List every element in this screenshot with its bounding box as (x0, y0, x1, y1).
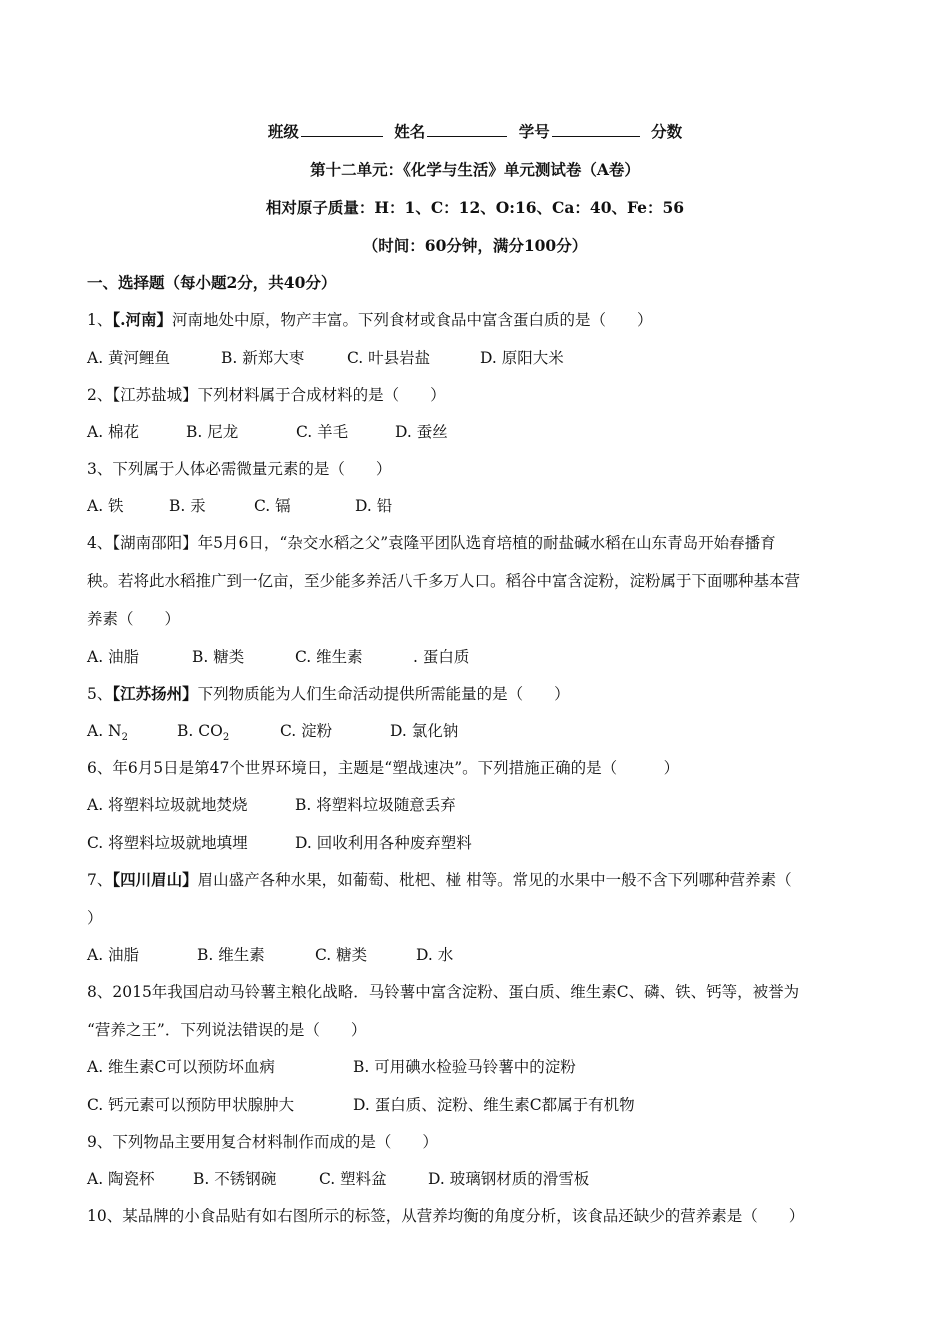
option-b[interactable]: B. 将塑料垃圾随意丢弃 (295, 796, 456, 814)
question-8-line-2: “营养之王”．下列说法错误的是（ ） (87, 1021, 367, 1039)
option-d[interactable]: D. 氯化钠 (390, 722, 459, 740)
question-4-line-2: 秧。若将此水稻推广到一亿亩，至少能多养活八千多万人口。稻谷中富含淀粉，淀粉属于下面哪种基本营 (87, 572, 801, 590)
option-c[interactable]: C. 糖类 (315, 946, 368, 964)
question-4-line-1: 4、【湖南邵阳】年5月6日，“杂交水稻之父”袁隆平团队选育培植的耐盐碱水稻在山东青岛开始春播育 (87, 534, 776, 552)
option-d[interactable]: D. 蚕丝 (395, 423, 448, 441)
question-7-line-2: ） (87, 909, 103, 927)
question-6: 6、年6月5日是第47个世界环境日，主题是“塑战速决”。下列措施正确的是（ ） (87, 759, 680, 777)
option-c[interactable]: C. 塑料盆 (319, 1170, 387, 1188)
question-6-options-row-2 (87, 831, 472, 853)
question-9: 9、下列物品主要用复合材料制作而成的是（ ） (87, 1133, 438, 1151)
question-number: 1、 (87, 311, 113, 329)
question-4-line-3: 养素（ ） (87, 610, 181, 628)
question-7-options (87, 943, 453, 965)
name-label: 姓名 (394, 122, 426, 141)
exam-title: 第十二单元：《化学与生活》单元测试卷（A卷） (310, 160, 640, 179)
option-a[interactable]: A. 油脂 (87, 648, 140, 666)
atomic-mass-line: 相对原子质量：H：1、C：12、O:16、Ca：40、Fe：56 (265, 198, 685, 217)
option-c[interactable]: C. 淀粉 (280, 722, 333, 740)
question-3: 3、下列属于人体必需微量元素的是（ ） (87, 460, 392, 478)
question-4-options (87, 645, 469, 667)
option-b[interactable]: B. 糖类 (192, 648, 245, 666)
question-number: 5、 (87, 685, 113, 703)
question-text: 下列物质能为人们生命活动提供所需能量的是（ ） (197, 685, 570, 703)
question-3-options (87, 494, 392, 516)
question-6-options-row-1 (87, 793, 456, 815)
option-c[interactable]: C. 叶县岩盐 (347, 349, 431, 367)
option-d[interactable]: D. 铅 (355, 497, 393, 515)
question-text: 【江苏盐城】下列材料属于合成材料的是（ ） (112, 386, 446, 404)
option-a[interactable]: A. 铁 (87, 497, 124, 515)
question-2 (87, 383, 446, 405)
question-number: 7、 (87, 871, 113, 889)
question-7 (87, 868, 792, 890)
option-a[interactable]: A. 陶瓷杯 (87, 1170, 155, 1188)
question-8-options-row-2 (87, 1093, 635, 1115)
subscript: 2 (222, 732, 230, 744)
option-b[interactable]: B. 不锈钢碗 (193, 1170, 277, 1188)
option-d[interactable]: . 蛋白质 (413, 648, 470, 666)
question-text: 眉山盛产各种水果，如葡萄、枇杷、椪 柑等。常见的水果中一般不含下列哪种营养素（ (197, 871, 792, 889)
option-a[interactable]: A. 将塑料垃圾就地焚烧 (87, 796, 248, 814)
option-d[interactable]: D. 玻璃钢材质的滑雪板 (428, 1170, 590, 1188)
question-1 (87, 308, 653, 330)
option-a[interactable]: A. 黄河鲤鱼 (87, 349, 171, 367)
option-b[interactable]: B. 汞 (169, 497, 206, 515)
option-b[interactable]: B. 新郑大枣 (221, 349, 305, 367)
question-1-options (87, 346, 564, 368)
question-8-options-row-1 (87, 1055, 576, 1077)
option-d[interactable]: D. 回收利用各种废弃塑料 (295, 834, 472, 852)
option-a-text: A. N (87, 722, 122, 740)
option-a[interactable] (87, 722, 177, 743)
question-9-options (87, 1167, 589, 1189)
question-5-options (87, 719, 458, 743)
option-d[interactable]: D. 蛋白质、淀粉、维生素C都属于有机物 (353, 1096, 635, 1114)
option-d[interactable]: D. 原阳大米 (480, 349, 564, 367)
option-b-text: B. CO (177, 722, 223, 740)
option-c[interactable]: C. 维生素 (295, 648, 363, 666)
option-b[interactable]: B. 维生素 (197, 946, 265, 964)
option-c[interactable]: C. 羊毛 (296, 423, 349, 441)
question-10: 10、某品牌的小食品贴有如右图所示的标签，从营养均衡的角度分析，该食品还缺少的营养素是（ ） (87, 1207, 805, 1225)
section-title: 一、选择题（每小题2分，共40分） (87, 273, 337, 292)
question-number: 2、 (87, 386, 113, 404)
class-blank[interactable] (301, 121, 383, 137)
question-source: 【江苏扬州】 (112, 684, 198, 703)
option-c[interactable]: C. 镉 (254, 497, 291, 515)
question-8-line-1: 8、2015年我国启动马铃薯主粮化战略．马铃薯中富含淀粉、蛋白质、维生素C、磷、铁、钙等，被誉为 (87, 983, 800, 1001)
option-a[interactable]: A. 油脂 (87, 946, 140, 964)
score-label: 分数 (651, 122, 683, 141)
number-label: 学号 (518, 122, 550, 141)
question-source: 【四川眉山】 (112, 870, 198, 889)
option-a[interactable]: A. 维生素C可以预防坏血病 (87, 1058, 275, 1076)
subscript: 2 (121, 732, 128, 744)
question-2-options (87, 420, 448, 442)
question-source: 【.河南】 (112, 310, 173, 329)
option-c[interactable]: C. 将塑料垃圾就地填埋 (87, 834, 248, 852)
option-b[interactable]: B. 尼龙 (186, 423, 239, 441)
student-info-line (0, 120, 950, 142)
class-label: 班级 (267, 122, 299, 141)
option-b[interactable] (177, 722, 280, 743)
number-blank[interactable] (552, 121, 640, 137)
name-blank[interactable] (427, 121, 507, 137)
option-c[interactable]: C. 钙元素可以预防甲状腺肿大 (87, 1096, 295, 1114)
question-5 (87, 682, 570, 704)
option-b[interactable]: B. 可用碘水检验马铃薯中的淀粉 (353, 1058, 576, 1076)
option-a[interactable]: A. 棉花 (87, 423, 140, 441)
option-d[interactable]: D. 水 (416, 946, 454, 964)
time-info: （时间：60分钟，满分100分） (362, 236, 588, 255)
question-text: 河南地处中原，物产丰富。下列食材或食品中富含蛋白质的是（ ） (172, 311, 653, 329)
